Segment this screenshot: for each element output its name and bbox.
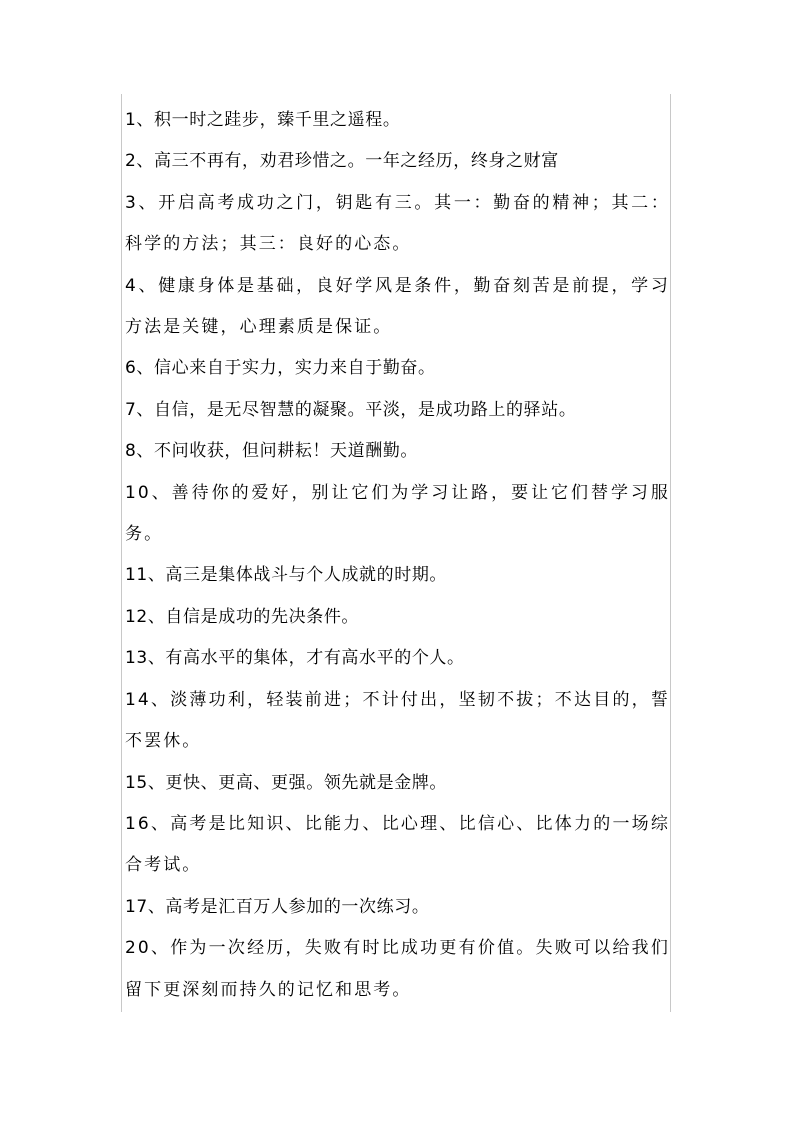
list-item: 15、更快、更高、更强。领先就是金牌。 [125,772,448,793]
list-item: 10、善待你的爱好，别让它们为学习让路，要让它们替学习服务。 [125,482,670,545]
quote-list [125,100,670,1011]
list-item: 20、作为一次经历，失败有时比成功更有价值。失败可以给我们留下更深刻而持久的记忆和思考。 [125,938,670,1000]
list-item: 2、高三不再有，劝君珍惜之。一年之经历，终身之财富 [125,151,559,172]
list-item: 16、高考是比知识、比能力、比心理、比信心、比体力的一场综合考试。 [125,813,670,876]
list-item: 17、高考是汇百万人参加的一次练习。 [125,896,430,917]
list-item: 4、健康身体是基础，良好学风是条件，勤奋刻苦是前提，学习方法是关键，心理素质是保证。 [125,275,670,338]
list-item: 11、高三是集体战斗与个人成就的时期。 [125,565,448,586]
list-item: 12、自信是成功的先决条件。 [125,606,360,627]
list-item: 1、积一时之跬步，臻千里之遥程。 [125,110,401,130]
list-item: 13、有高水平的集体，才有高水平的个人。 [125,648,465,669]
list-item: 6、信心来自于实力，实力来自于勤奋。 [125,358,436,379]
list-item: 7、自信，是无尽智慧的凝聚。平淡，是成功路上的驿站。 [125,399,577,420]
list-item: 14、淡薄功利，轻装前进；不计付出，坚韧不拔；不达目的，誓不罢休。 [125,689,670,752]
right-margin-line [670,94,671,1012]
left-margin-line [121,94,122,1012]
list-item: 3、开启高考成功之门，钥匙有三。其一：勤奋的精神；其二：科学的方法；其三：良好的心态。 [125,192,670,255]
list-item: 8、不问收获，但问耕耘！天道酬勤。 [125,441,419,462]
